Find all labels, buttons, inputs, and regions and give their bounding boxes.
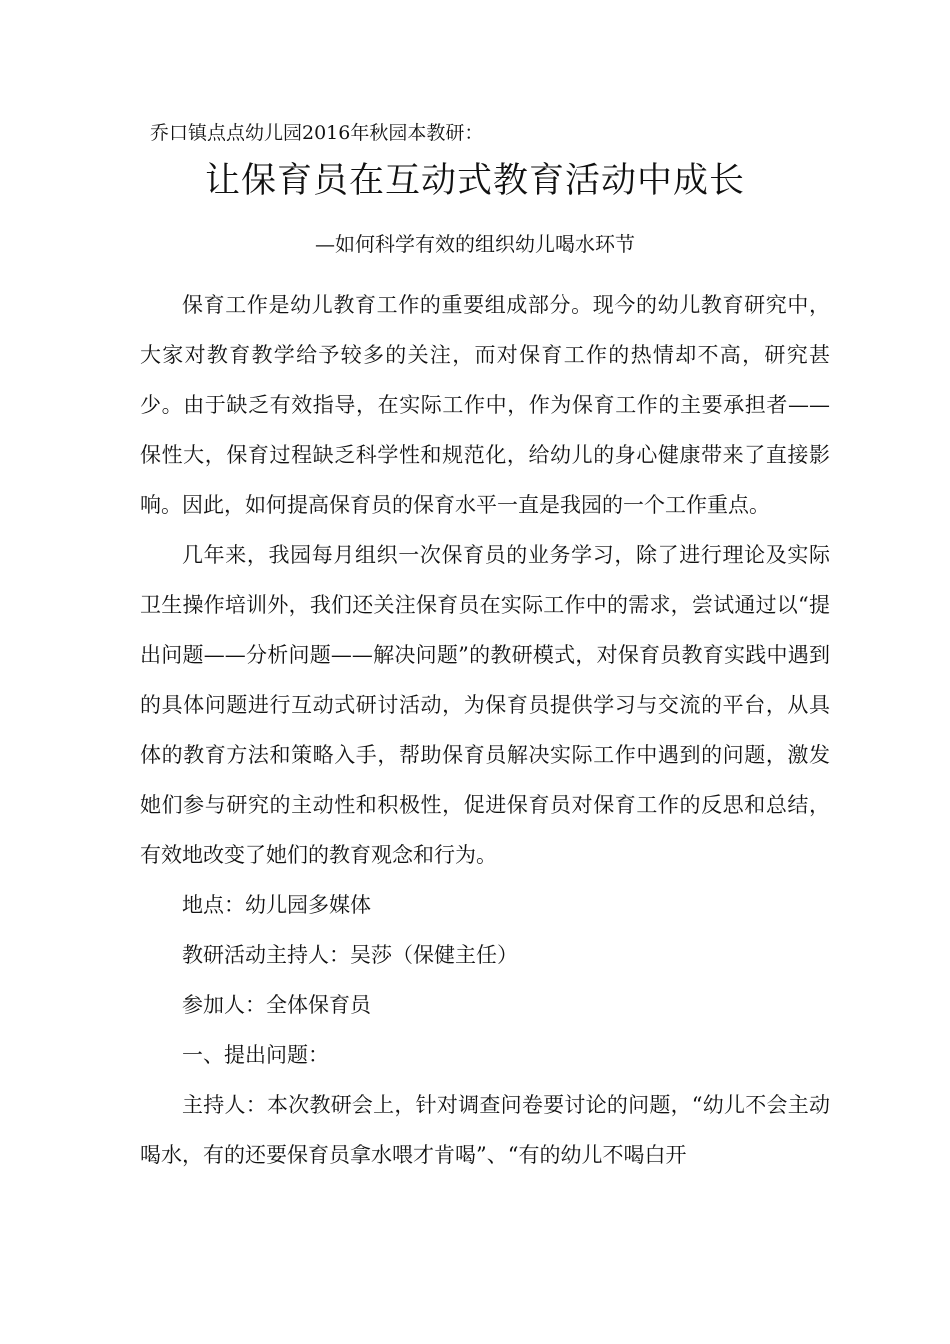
header-line: 乔口镇点点幼儿园2016年秋园本教研： [150,122,484,144]
document-title: 让保育员在互动式教育活动中成长 [204,161,745,201]
paragraph-background: 几年来，我园每月组织一次保育员的业务学习，除了进行理论及实际卫生操作培训外，我们还关注保育员在实际工作中的需求，尝试通过以“提出问题——分析问题——解决问题”的教研模式，对保育员教育实践中遇到的具体问题进行互动式研讨活动，为保育员提供学习与交流的平台，从具体的教育方法和策略入手，帮助保育员解决实际工作中遇到的问题，激发她们参与研究的主动性和积极性，促进保育员对保育工作的反思和总结，有效地改变了她们的教育观念和行为。 [140,543,830,867]
paragraph-participants: 参加人：全体保育员 [182,993,371,1017]
paragraph-location: 地点：幼儿园多媒体 [182,893,371,917]
paragraph-host-statement: 主持人：本次教研会上，针对调查问卷要讨论的问题，“幼儿不会主动喝水，有的还要保育员拿水喂才肯喝”、“有的幼儿不喝白开 [140,1093,830,1167]
section-heading-raise-questions: 一、提出问题： [182,1043,329,1067]
paragraph-host: 教研活动主持人：吴莎（保健主任） [182,943,518,967]
paragraph-intro: 保育工作是幼儿教育工作的重要组成部分。现今的幼儿教育研究中，大家对教育教学给予较多的关注，而对保育工作的热情却不高，研究甚少。由于缺乏有效指导，在实际工作中，作为保育工作的主要承担者——保性大，保育过程缺乏科学性和规范化，给幼儿的身心健康带来了直接影响。因此，如何提高保育员的保育水平一直是我园的一个工作重点。 [140,293,830,517]
document-subtitle: —如何科学有效的组织幼儿喝水环节 [315,232,635,256]
document-body [140,280,830,1180]
